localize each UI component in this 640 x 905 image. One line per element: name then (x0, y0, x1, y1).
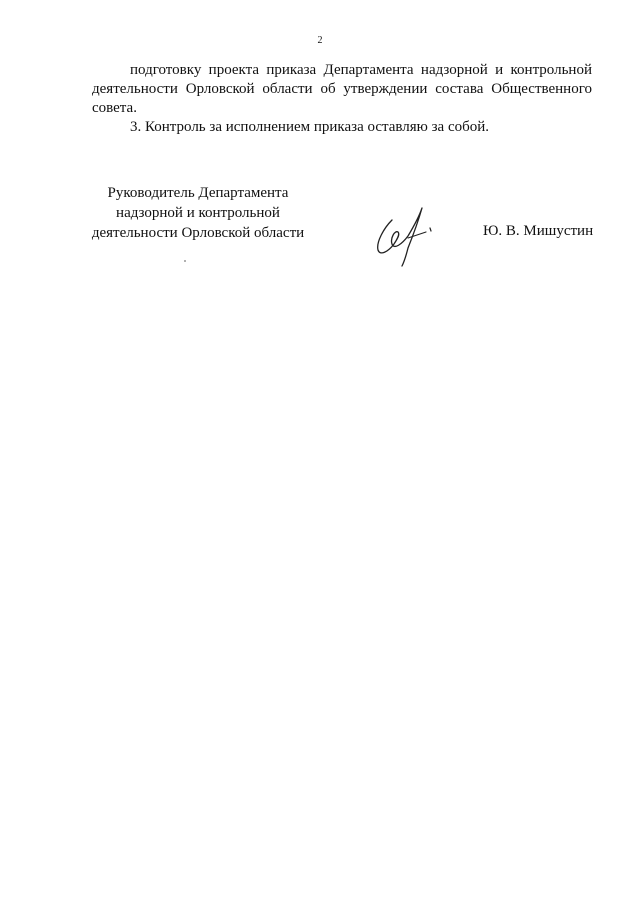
body-paragraph-continued: подготовку проекта приказа Департамента надзорной и контрольной деятельности Орловской области об утверждении состава Общественного совета. (92, 62, 592, 116)
page-number: 2 (317, 35, 323, 46)
document-body (92, 61, 592, 137)
signatory-name: Ю. В. Мишустин (483, 223, 594, 239)
signatory-title-line: надзорной и контрольной (116, 205, 280, 221)
signatory-title-line: деятельности Орловской области (91, 225, 305, 241)
signatory-title-line: Руководитель Департамента (107, 185, 289, 201)
scan-speck (184, 260, 186, 262)
body-paragraph-3: 3. Контроль за исполнением приказа оставляю за собой. (130, 119, 490, 135)
handwritten-signature (368, 198, 440, 268)
signatory-title (78, 183, 318, 243)
